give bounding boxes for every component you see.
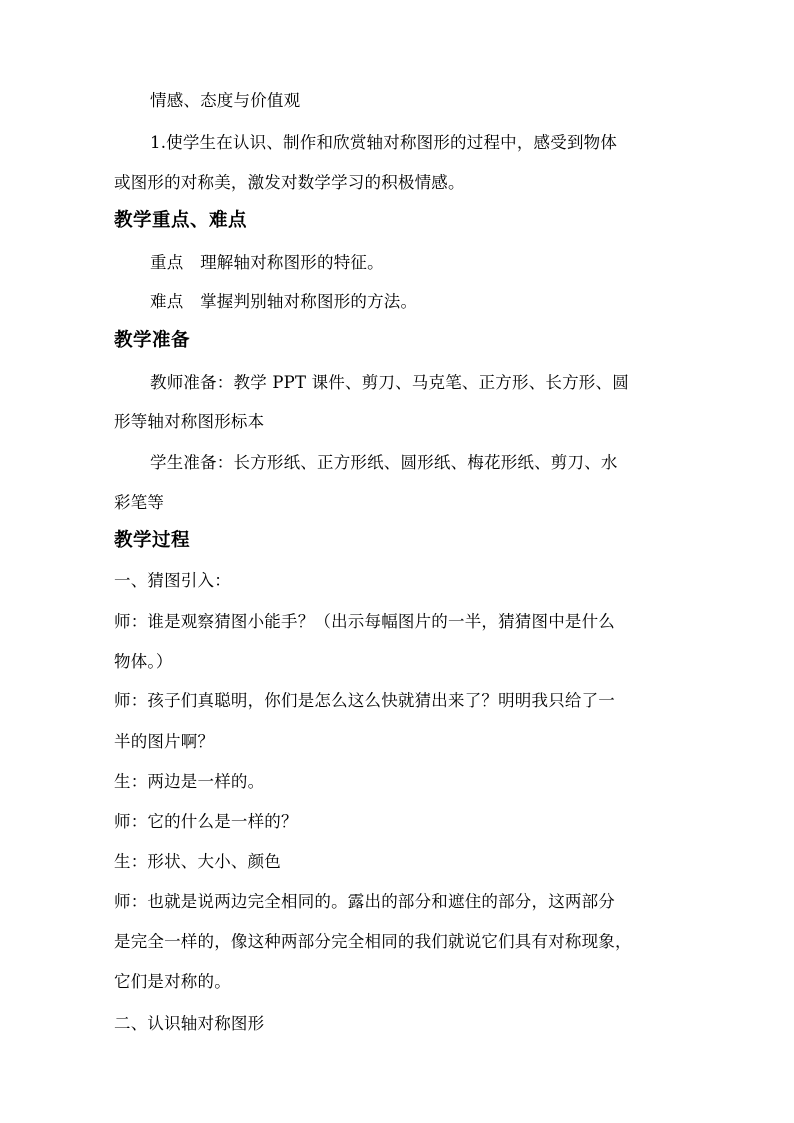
teacher-line1-part2: 物体。）	[114, 652, 173, 671]
teacher-line4-part1: 师：也就是说两边完全相同的。露出的部分和遮住的部分，这两部分	[114, 892, 615, 911]
student-line1: 生：两边是一样的。	[114, 772, 265, 791]
teacher-prep-line2: 形等轴对称图形标本	[114, 412, 265, 431]
section2-title: 二、认识轴对称图形	[114, 1014, 265, 1033]
key-point: 重点 理解轴对称图形的特征。	[150, 253, 384, 272]
teacher-prep-line1: 教师准备：教学 PPT 课件、剪刀、马克笔、正方形、长方形、圆	[150, 373, 629, 392]
emotion-heading: 情感、态度与价值观	[150, 91, 301, 110]
preparation-heading: 教学准备	[114, 330, 191, 351]
emotion-item1-line2: 或图形的对称美，激发对数学学习的积极情感。	[114, 173, 465, 192]
teacher-line1-part1: 师：谁是观察猜图小能手？（出示每幅图片的一半，猜猜图中是什么	[114, 612, 615, 631]
teacher-line3: 师：它的什么是一样的？	[114, 812, 298, 831]
difficult-point: 难点 掌握判别轴对称图形的方法。	[150, 292, 418, 311]
emotion-item1-line1: 1.使学生在认识、制作和欣赏轴对称图形的过程中，感受到物体	[150, 133, 618, 152]
teacher-line2-part2: 半的图片啊？	[114, 732, 215, 751]
teacher-line4-part3: 它们是对称的。	[114, 972, 231, 991]
student-line2: 生：形状、大小、颜色	[114, 852, 281, 871]
process-heading: 教学过程	[114, 530, 191, 551]
student-prep-line2: 彩笔等	[114, 493, 165, 512]
teacher-line2-part1: 师：孩子们真聪明，你们是怎么这么快就猜出来了？明明我只给了一	[114, 691, 615, 710]
section1-title: 一、猜图引入：	[114, 571, 231, 590]
teacher-line4-part2: 是完全一样的，像这种两部分完全相同的我们就说它们具有对称现象，	[114, 932, 632, 951]
student-prep-line1: 学生准备：长方形纸、正方形纸、圆形纸、梅花形纸、剪刀、水	[150, 453, 618, 472]
key-points-heading: 教学重点、难点	[114, 210, 248, 231]
